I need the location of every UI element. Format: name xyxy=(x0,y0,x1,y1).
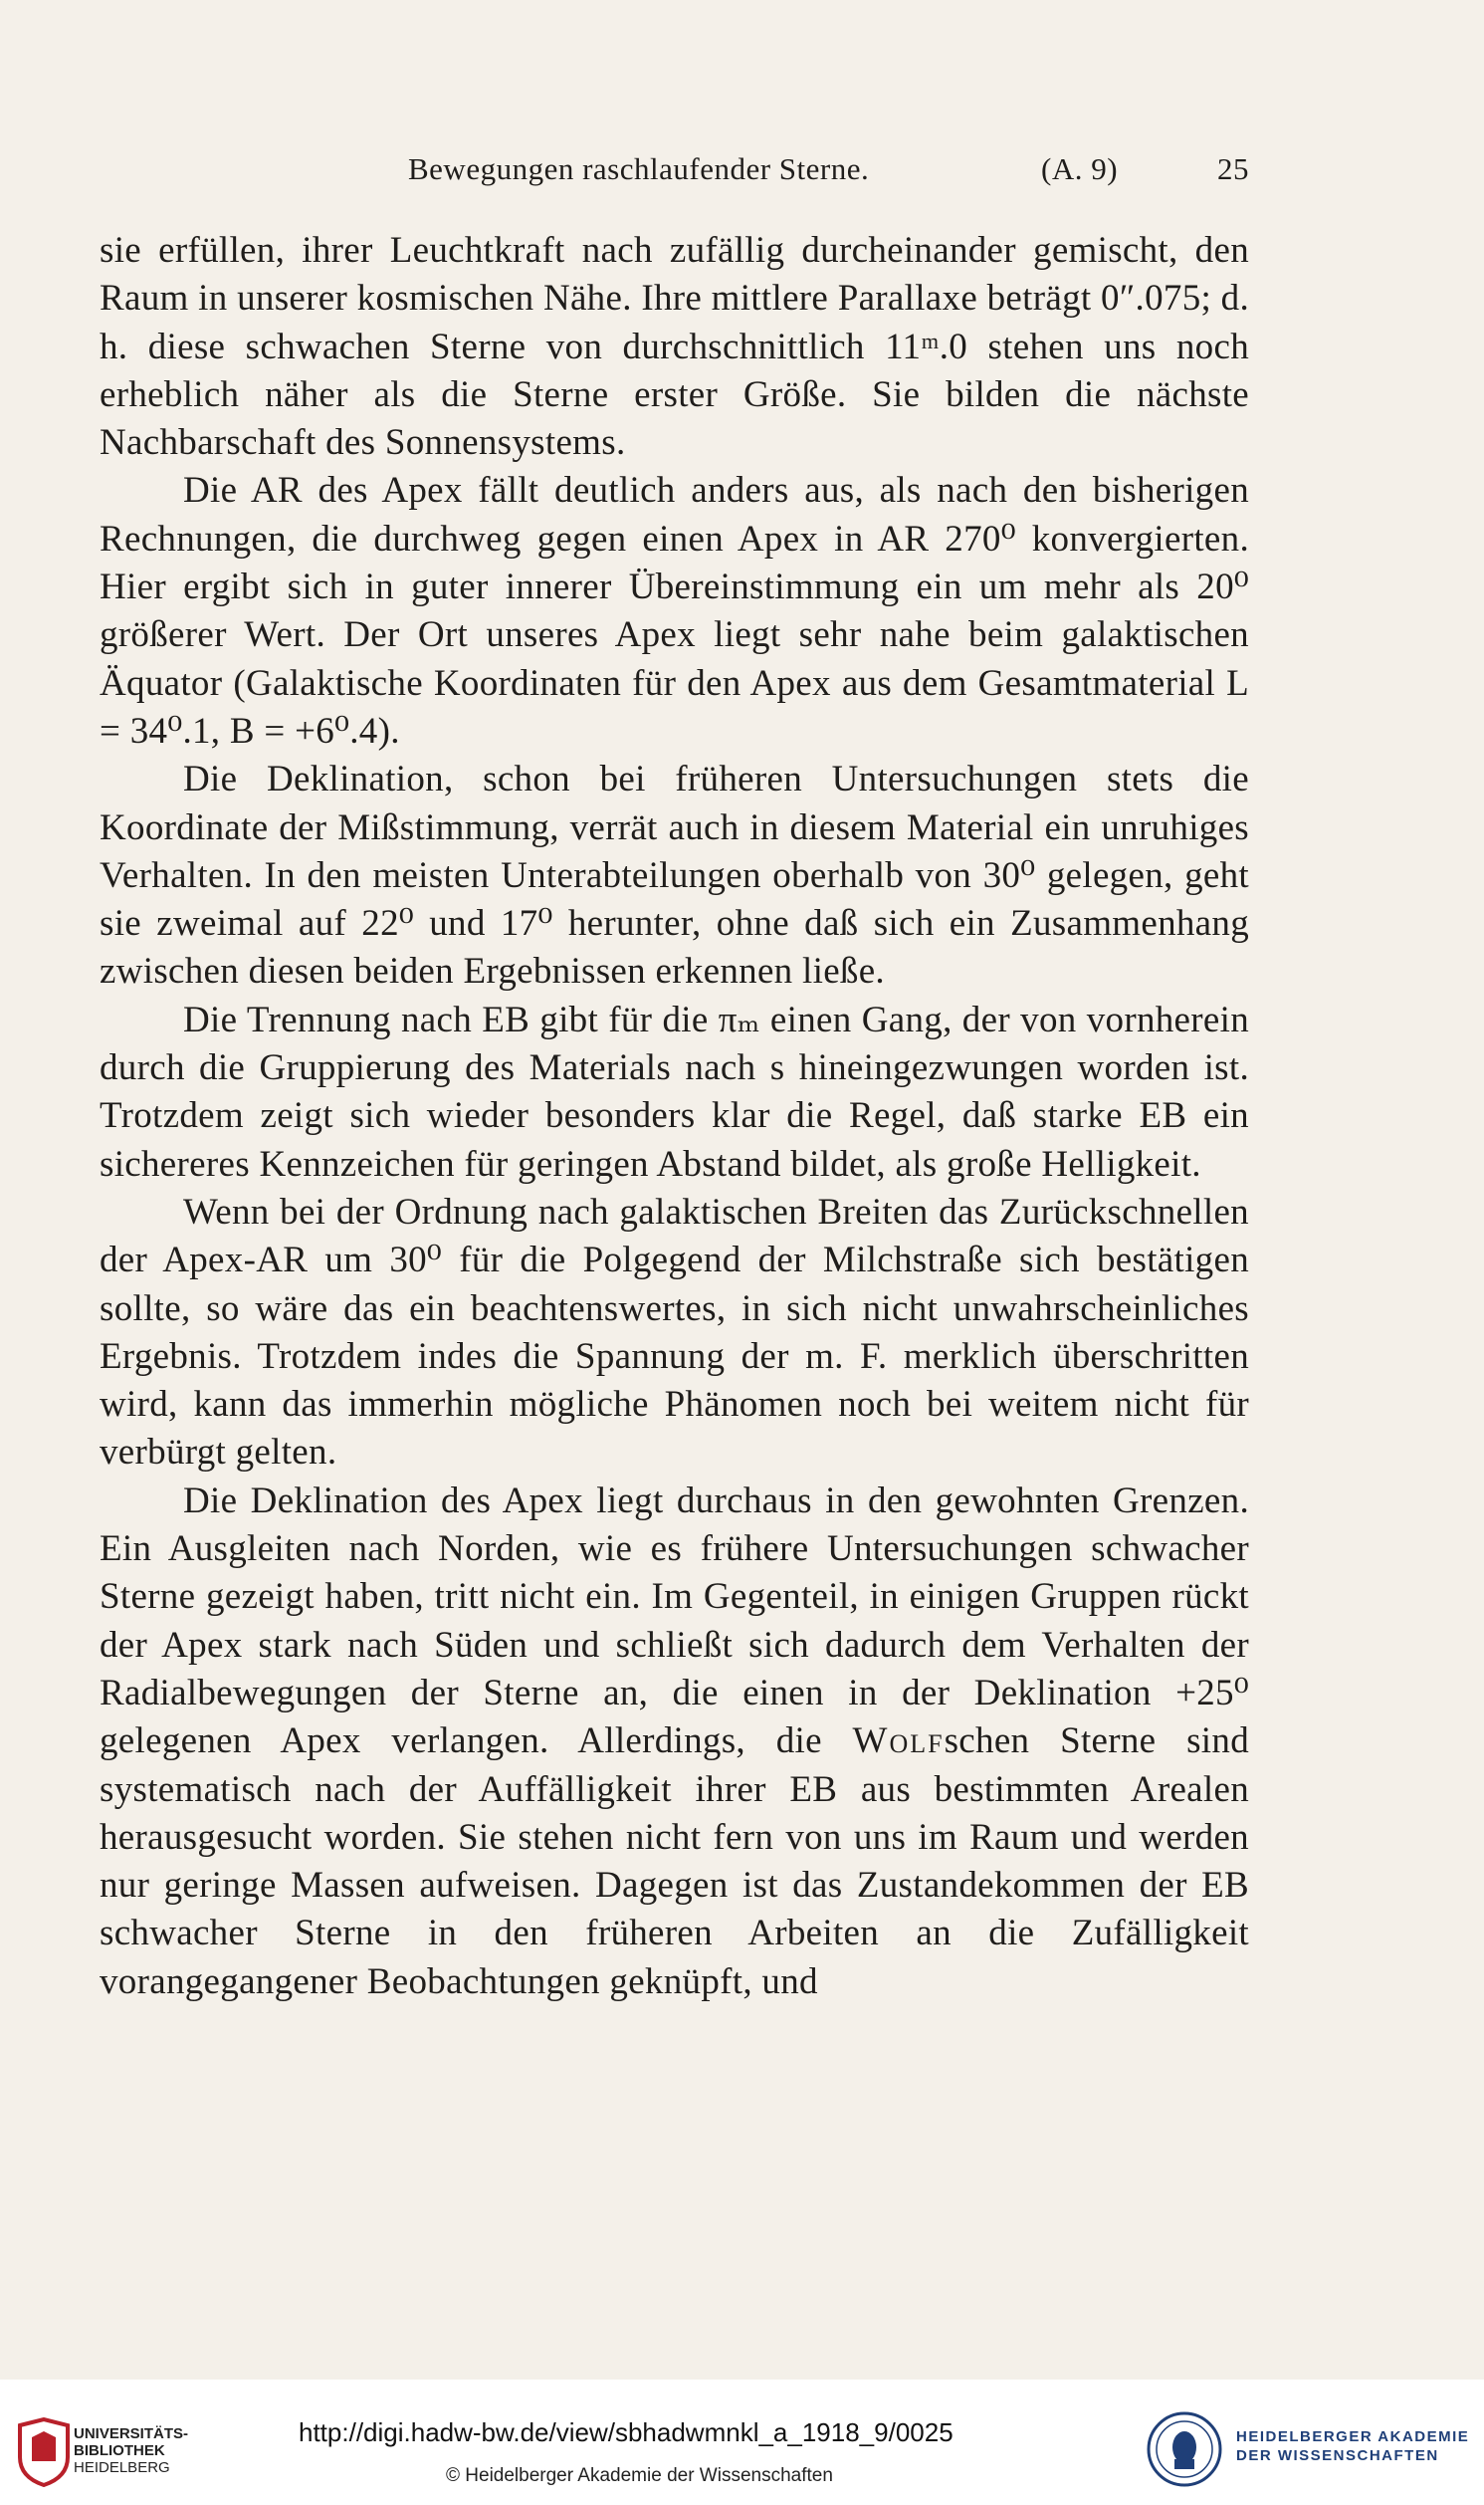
library-line-2: BIBLIOTHEK xyxy=(74,2442,165,2459)
paragraph-1: sie erfüllen, ihrer Leuchtkraft nach zufällig durcheinander gemischt, den Raum in unserer kosmischen Nähe. Ihre mittlere Parallaxe beträgt 0″.075; d. h. diese schwachen Sterne von durchschnittlich 11ᵐ.0 stehen uns noch erheblich näher als die Sterne erster Größe. Sie bilden die nächste Nachbarschaft des Sonnensystems. xyxy=(100,230,1249,464)
copyright-notice: © Heidelberger Akademie der Wissenschaften xyxy=(446,2465,833,2486)
paragraph-6-part-b: schen Sterne sind systematisch nach der Auffälligkeit ihrer EB aus bestimmten Arealen herausgesucht worden. Sie stehen nicht fern von uns im Raum und werden nur geringe Massen aufweisen. Dagegen ist das Zustandekommen der EB schwacher Sterne in den früheren Arbeiten an die Zufälligkeit vorangegangener Beobachtungen geknüpft, und xyxy=(100,1720,1249,2002)
paragraph-6 xyxy=(100,1478,1249,2006)
academy-line-2: DER WISSENSCHAFTEN xyxy=(1236,2447,1439,2464)
academy-seal-icon xyxy=(1145,2409,1224,2489)
permalink-url[interactable]: http://digi.hadw-bw.de/view/sbhadwmnkl_a_1918_9/0025 xyxy=(299,2417,954,2447)
paragraph-4: Die Trennung nach EB gibt für die πₘ einen Gang, der von vornherein durch die Gruppierung des Materials nach s hineingezwungen worden ist. Trotzdem zeigt sich wieder besonders klar die Regel, daß starke EB ein sichereres Kennzeichen für geringen Abstand bildet, als große Helligkeit. xyxy=(100,999,1249,1185)
library-seal-icon xyxy=(14,2417,74,2487)
academy-logo xyxy=(1145,2409,1473,2489)
running-header xyxy=(408,151,1249,199)
paragraph-6-part-a: Die Deklination des Apex liegt durchaus in den gewohnten Grenzen. Ein Ausgleiten nach Norden, wie es frühere Untersuchungen schwacher Sterne gezeigt haben, tritt nicht ein. Im Gegenteil, in einigen Gruppen rückt der Apex stark nach Süden und schließt sich dadurch dem Verhalten der Radialbewegungen der Sterne an, die einen in der Deklination +25⁰ gelegenen Apex verlangen. Allerdings, die xyxy=(100,1480,1249,1762)
author-name-wolf: Wolf xyxy=(852,1720,945,1762)
paragraph-2: Die AR des Apex fällt deutlich anders aus, als nach den bisherigen Rechnungen, die durchweg gegen einen Apex in AR 270⁰ konvergierten. Hier ergibt sich in guter innerer Übereinstimmung ein um mehr als 20⁰ größerer Wert. Der Ort unseres Apex liegt sehr nahe beim galaktischen Äquator (Galaktische Koordinaten für den Apex aus dem Gesamtmaterial L = 34⁰.1, B = +6⁰.4). xyxy=(100,470,1249,752)
paragraph-3: Die Deklination, schon bei früheren Untersuchungen stets die Koordinate der Mißstimmung, verrät auch in diesem Material ein unruhiges Verhalten. In den meisten Unterabteilungen oberhalb von 30⁰ gelegen, geht sie zweimal auf 22⁰ und 17⁰ herunter, ohne daß sich ein Zusammenhang zwischen diesen beiden Ergebnissen erkennen ließe. xyxy=(100,759,1249,993)
header-title: Bewegungen raschlaufender Sterne. xyxy=(408,151,870,186)
library-name xyxy=(74,2425,188,2476)
body-text xyxy=(100,227,1249,2006)
page-number: 25 xyxy=(1217,151,1249,186)
academy-line-1: HEIDELBERGER AKADEMIE xyxy=(1236,2428,1470,2445)
library-line-3: HEIDELBERG xyxy=(74,2459,170,2476)
footer-bar xyxy=(0,2380,1484,2505)
paragraph-5: Wenn bei der Ordnung nach galaktischen Breiten das Zurückschnellen der Apex-AR um 30⁰ für die Polgegend der Milchstraße sich bestätigen sollte, so wäre das ein beachtenswertes, in sich nicht unwahrscheinliches Ergebnis. Trotzdem indes die Spannung der m. F. merklich überschritten wird, kann das immerhin mögliche Phänomen noch bei weitem nicht für verbürgt gelten. xyxy=(100,1191,1249,1474)
library-line-1: UNIVERSITÄTS- xyxy=(74,2425,189,2442)
header-section: (A. 9) xyxy=(1041,151,1119,186)
